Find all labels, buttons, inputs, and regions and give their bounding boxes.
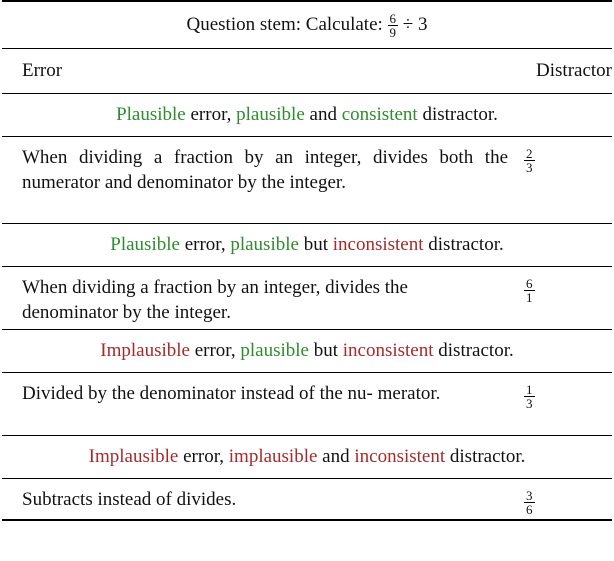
category-text: but	[308, 340, 343, 361]
category-text: distractor.	[423, 234, 504, 255]
distractor-numerator: 3	[526, 488, 533, 503]
category-text: error,	[178, 446, 229, 467]
distractor-numerator: 2	[526, 146, 533, 161]
error-quality: Plausible	[116, 104, 186, 125]
error-quality: Implausible	[88, 446, 179, 467]
example-row	[2, 137, 612, 223]
question-stem-divisor: ÷ 3	[402, 14, 428, 35]
distractor-consistency: inconsistent	[342, 340, 434, 361]
distractor-denominator: 3	[526, 396, 533, 411]
question-fraction	[388, 12, 399, 39]
category-text: error,	[179, 234, 231, 255]
error-description: Subtracts instead of divides.	[22, 489, 237, 510]
distractor-plausibility: plausible	[240, 340, 309, 361]
fraction-denominator: 9	[389, 24, 397, 40]
distractor-consistency: consistent	[341, 104, 418, 125]
column-header-error: Error	[22, 60, 63, 81]
example-row	[2, 479, 612, 519]
bottom-rule	[2, 519, 612, 521]
error-quality: Plausible	[110, 234, 180, 255]
question-stem-label: Question stem: Calculate:	[186, 14, 383, 35]
category-text: distractor.	[433, 340, 514, 361]
distractor-value	[508, 487, 604, 516]
category-text: error,	[185, 104, 237, 125]
example-row	[2, 373, 612, 435]
distractor-denominator: 3	[526, 160, 533, 175]
category-text: but	[298, 234, 333, 255]
category-row	[2, 436, 612, 478]
distractor-consistency: inconsistent	[332, 234, 424, 255]
distractor-plausibility: plausible	[236, 104, 305, 125]
category-row	[2, 224, 612, 266]
error-description: When dividing a fraction by an integer, divides the denominator by the integer.	[22, 277, 408, 323]
distractor-numerator: 1	[526, 382, 533, 397]
category-row	[2, 330, 612, 372]
distractor-plausibility: plausible	[230, 234, 299, 255]
category-text: and	[304, 104, 342, 125]
category-text: distractor.	[445, 446, 526, 467]
fraction-numerator: 6	[389, 10, 397, 26]
distractor-value	[508, 145, 604, 174]
error-description: Divided by the denominator instead of the nu- merator.	[22, 383, 441, 404]
distractor-plausibility: implausible	[228, 446, 318, 467]
distractor-consistency: inconsistent	[354, 446, 446, 467]
distractor-value	[508, 275, 604, 304]
category-text: distractor.	[417, 104, 498, 125]
error-description: When dividing a fraction by an integer, divides both the numerator and denominator by the integer.	[22, 147, 508, 193]
category-text: and	[317, 446, 355, 467]
question-stem	[2, 2, 612, 48]
error-distractor-table	[2, 0, 612, 521]
column-header-row	[2, 49, 612, 93]
error-quality: Implausible	[100, 340, 190, 361]
category-row	[2, 94, 612, 136]
distractor-numerator: 6	[526, 276, 533, 291]
column-header-distractor: Distractor	[536, 60, 612, 81]
distractor-denominator: 6	[526, 502, 533, 517]
example-row	[2, 267, 612, 329]
distractor-denominator: 1	[526, 290, 533, 305]
category-text: error,	[189, 340, 241, 361]
distractor-value	[492, 381, 604, 410]
